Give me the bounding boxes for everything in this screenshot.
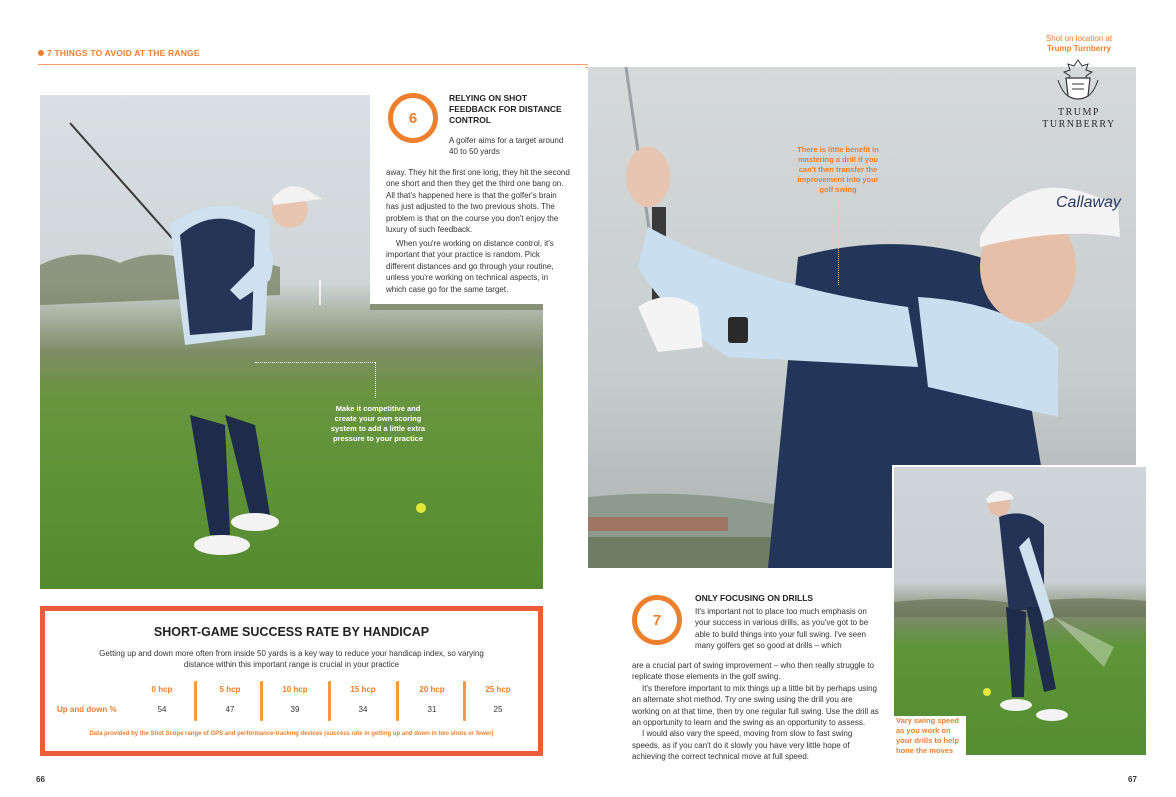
caption-right-photo: There is little benefit in mastering a drill if you can't then transfer the improvement into your golf swing <box>797 145 879 194</box>
stats-column-header: 5 hcp <box>219 685 241 694</box>
stats-column-header: 10 hcp <box>282 685 308 694</box>
stats-panel <box>40 606 543 756</box>
caption-leader-line <box>255 362 375 363</box>
header-rule <box>38 64 588 65</box>
page-number-right: 67 <box>1128 775 1137 784</box>
caption-leader-line <box>838 195 839 285</box>
stats-column-header: 0 hcp <box>151 685 173 694</box>
stats-title: SHORT-GAME SUCCESS RATE BY HANDICAP <box>153 625 430 639</box>
stats-divider <box>328 681 331 721</box>
tip6-para2: When you're working on distance control, it's important that your practice is random. Pick different distances and go through your routine, unless you're working on technical aspects, in which case go for the same target. <box>386 239 554 294</box>
location-credit <box>1018 34 1140 54</box>
tip7-para3: I would also vary the speed, moving from slow to fast swing speeds, as if you can't do it slowly you have very little hope of achieving the correct technical move at full speed. <box>632 729 853 762</box>
crest-logo-icon <box>1052 56 1104 104</box>
brand-wordmark <box>1018 107 1140 131</box>
tip7-para1-narrow: It's important not to place too much emphasis on your success in various drills, as you've got to be able to build things into your full swing. I've seen many golfers get so good at drills – which <box>695 607 869 651</box>
stats-value: 25 <box>493 705 503 714</box>
photo-golfer-drill <box>892 465 1148 757</box>
stats-value: 31 <box>427 705 437 714</box>
tip6-para1-wide: away. They hit the first one long, they hit the second one short and then they get the third one bang on. All that's happened here is that the golfer's brain has just adjusted to the two previous shots. The problem is that on the course you don't enjoy the luxury of such feedback. <box>386 168 570 235</box>
page-number-left: 66 <box>36 775 45 784</box>
stats-divider <box>463 681 466 721</box>
tip6-heading: RELYING ON SHOT FEEDBACK FOR DISTANCE CONTROL <box>449 93 562 125</box>
caption-leader-line <box>375 362 376 398</box>
stats-column-header: 25 hcp <box>485 685 511 694</box>
stats-value: 34 <box>358 705 368 714</box>
tip7-number-badge: 7 <box>632 595 682 645</box>
stats-value: 39 <box>290 705 300 714</box>
tip7-para2: It's therefore important to mix things up a little bit by perhaps using an alternate shot method. Try one swing using the drill you are working on at that time, then try one regular full swing. Use the drill as an opportunity to learn and the swing as an opportunity to assess. <box>632 683 879 728</box>
stats-divider <box>396 681 399 721</box>
tip7-body <box>632 660 882 763</box>
stats-value: 54 <box>157 705 167 714</box>
location-label: Shot on location at <box>1045 34 1113 43</box>
caption-inset-photo: Vary swing speed as you work on your drills to help hone the moves <box>894 716 966 756</box>
stats-value: 47 <box>225 705 235 714</box>
tip7-heading: ONLY FOCUSING ON DRILLS <box>695 593 814 603</box>
brand-line1: TRUMP <box>1058 107 1100 118</box>
tip6-number-badge: 6 <box>388 93 438 143</box>
tip7-para1-wide: are a crucial part of swing improvement – who then really struggle to replicate those elements in the golf swing. <box>632 661 874 682</box>
section-tag <box>38 48 200 58</box>
svg-text:Callaway: Callaway <box>1056 194 1121 211</box>
section-tag-text: 7 THINGS TO AVOID AT THE RANGE <box>47 48 200 58</box>
tip6-para1-narrow: A golfer aims for a target around 40 to 50 yards <box>449 136 564 157</box>
stats-divider <box>194 681 197 721</box>
location-name: Trump Turnberry <box>1047 44 1111 53</box>
stats-footnote: Data provided by the Shot Scope range of GPS and performance-tracking devices (success rate in getting up and down in two shots or fewer) <box>89 731 494 737</box>
bullet-dot-icon <box>38 50 44 56</box>
stats-column-header: 15 hcp <box>350 685 376 694</box>
brand-line2: TURNBERRY <box>1042 119 1116 130</box>
stats-description: Getting up and down more often from inside 50 yards is a key way to reduce your handicap index, so varying distance within this important range is crucial in your practice <box>99 649 484 669</box>
stats-column-header: 20 hcp <box>419 685 445 694</box>
caption-left-photo: Make it competitive and create your own scoring system to add a little extra pressure to your practice <box>330 404 426 443</box>
stats-divider <box>260 681 263 721</box>
stats-row-label: Up and down % <box>57 705 117 714</box>
